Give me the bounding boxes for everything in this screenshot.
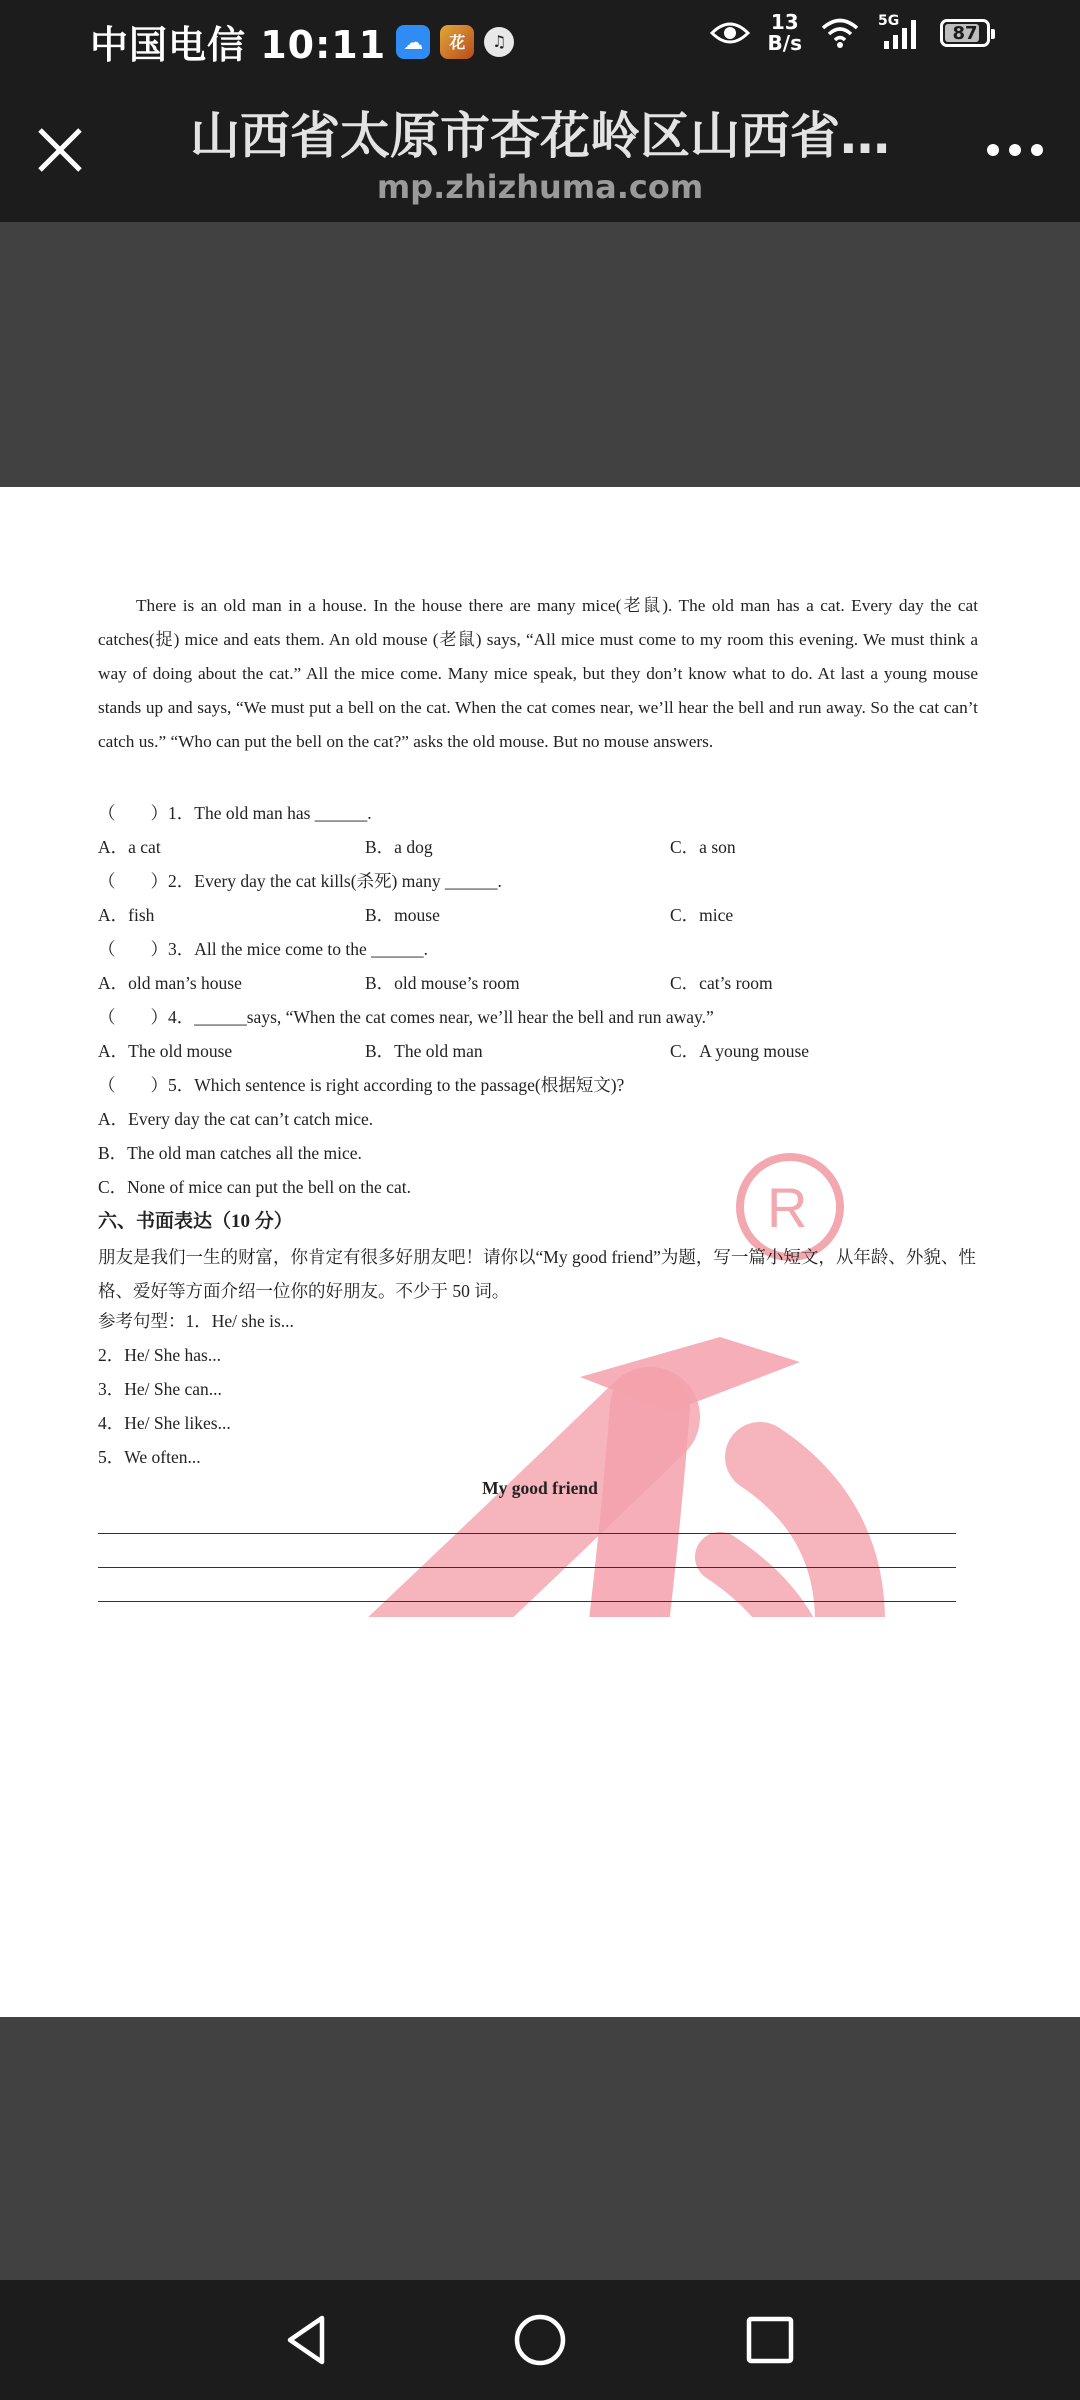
audio-app-icon: ♫ xyxy=(484,27,514,57)
net-speed xyxy=(768,12,802,54)
reference-sentence-2: 2．He/ She has... xyxy=(98,1345,221,1365)
carrier-time: 中国电信 10:11 xyxy=(90,23,387,67)
question-2-option-a: A．fish xyxy=(98,905,155,925)
system-navigation-bar xyxy=(0,2280,1080,2400)
question-3-option-a: A．old man’s house xyxy=(98,973,242,993)
back-icon[interactable] xyxy=(278,2310,338,2370)
game-app-icon: 花 xyxy=(440,25,474,59)
reference-sentence-3: 3．He/ She can... xyxy=(98,1379,222,1399)
question-5-option-b: B．The old man catches all the mice. xyxy=(98,1143,362,1163)
net-speed-value: 13 xyxy=(770,10,799,34)
more-options-icon[interactable] xyxy=(982,130,1048,170)
status-bar xyxy=(0,0,1080,78)
reference-sentence-1: 参考句型：1．He/ she is... xyxy=(98,1311,294,1331)
question-1-option-c: C．a son xyxy=(670,837,736,857)
svg-text:R: R xyxy=(767,1176,808,1239)
cellular-signal xyxy=(878,13,922,49)
writing-line-1 xyxy=(98,1533,956,1534)
net-speed-unit: B/s xyxy=(767,31,802,55)
page-title: 山西省太原市杏花岭区山西省… xyxy=(190,107,890,165)
home-icon[interactable] xyxy=(510,2310,570,2370)
page-url: mp.zhizhuma.com xyxy=(376,168,704,206)
section-heading: 六、书面表达（10 分） xyxy=(98,1211,293,1232)
question-5-option-a: A．Every day the cat can’t catch mice. xyxy=(98,1109,374,1129)
status-left xyxy=(90,14,514,69)
wifi-icon xyxy=(820,17,860,49)
question-3-option-b: B．old mouse’s room xyxy=(365,973,520,993)
question-2-option-b: B．mouse xyxy=(365,905,440,925)
question-4-option-c: C．A young mouse xyxy=(670,1041,810,1061)
question-4-option-b: B．The old man xyxy=(365,1041,483,1061)
question-4: （ ）4．______says, “When the cat comes near, we’ll hear the bell and run away.” xyxy=(98,1007,714,1027)
writing-line-2 xyxy=(98,1567,956,1568)
eye-comfort-icon xyxy=(710,19,750,47)
document-page[interactable] xyxy=(0,487,1080,2017)
network-type-label: 5G xyxy=(878,13,900,29)
writing-line-3 xyxy=(98,1601,956,1602)
question-2: （ ）2．Every day the cat kills(杀死) many ______. xyxy=(98,871,502,891)
question-5-option-c: C．None of mice can put the bell on the cat. xyxy=(98,1177,411,1197)
weather-app-icon: ☁ xyxy=(396,25,430,59)
question-1: （ ）1．The old man has ______. xyxy=(98,803,372,823)
battery-icon xyxy=(940,19,990,47)
question-4-option-a: A．The old mouse xyxy=(98,1041,233,1061)
reference-sentence-5: 5．We often... xyxy=(98,1447,201,1467)
status-right xyxy=(710,12,990,54)
reading-passage: There is an old man in a house. In the house there are many mice(老鼠). The old man has a cat. Every day the cat catches(捉) mice and eats them. An old mouse (老鼠) says, “All mice must come to my room this evening. We must think a way of doing about the cat.” All the mice come. Many mice speak, but they don’t know what to do. At last a young mouse stands up and says, “We must put a bell on the cat. When the cat comes near, we’ll hear the bell and run away. So the cat can’t catch us.” “Who can put the bell on the cat?” asks the old mouse. But no mouse answers. xyxy=(98,596,978,751)
close-icon[interactable] xyxy=(32,122,88,178)
browser-title-bar xyxy=(0,78,1080,222)
question-3: （ ）3．All the mice come to the ______. xyxy=(98,939,429,959)
question-5: （ ）5．Which sentence is right according to the passage(根据短文)? xyxy=(98,1075,625,1095)
question-1-option-a: A．a cat xyxy=(98,837,161,857)
essay-title: My good friend xyxy=(482,1478,598,1498)
question-1-option-b: B．a dog xyxy=(365,837,433,857)
battery-level: 87 xyxy=(952,22,978,44)
question-2-option-c: C．mice xyxy=(670,905,734,925)
question-3-option-c: C．cat’s room xyxy=(670,973,773,993)
recent-apps-icon[interactable] xyxy=(740,2310,800,2370)
signal-icon xyxy=(878,17,922,49)
writing-prompt: 朋友是我们一生的财富，你肯定有很多好朋友吧！请你以“My good friend”为题，写一篇小短文，从年龄、外貌、性格、爱好等方面介绍一位你的好朋友。不少于 50 词。 xyxy=(98,1247,976,1301)
reference-sentence-4: 4．He/ She likes... xyxy=(98,1413,231,1433)
